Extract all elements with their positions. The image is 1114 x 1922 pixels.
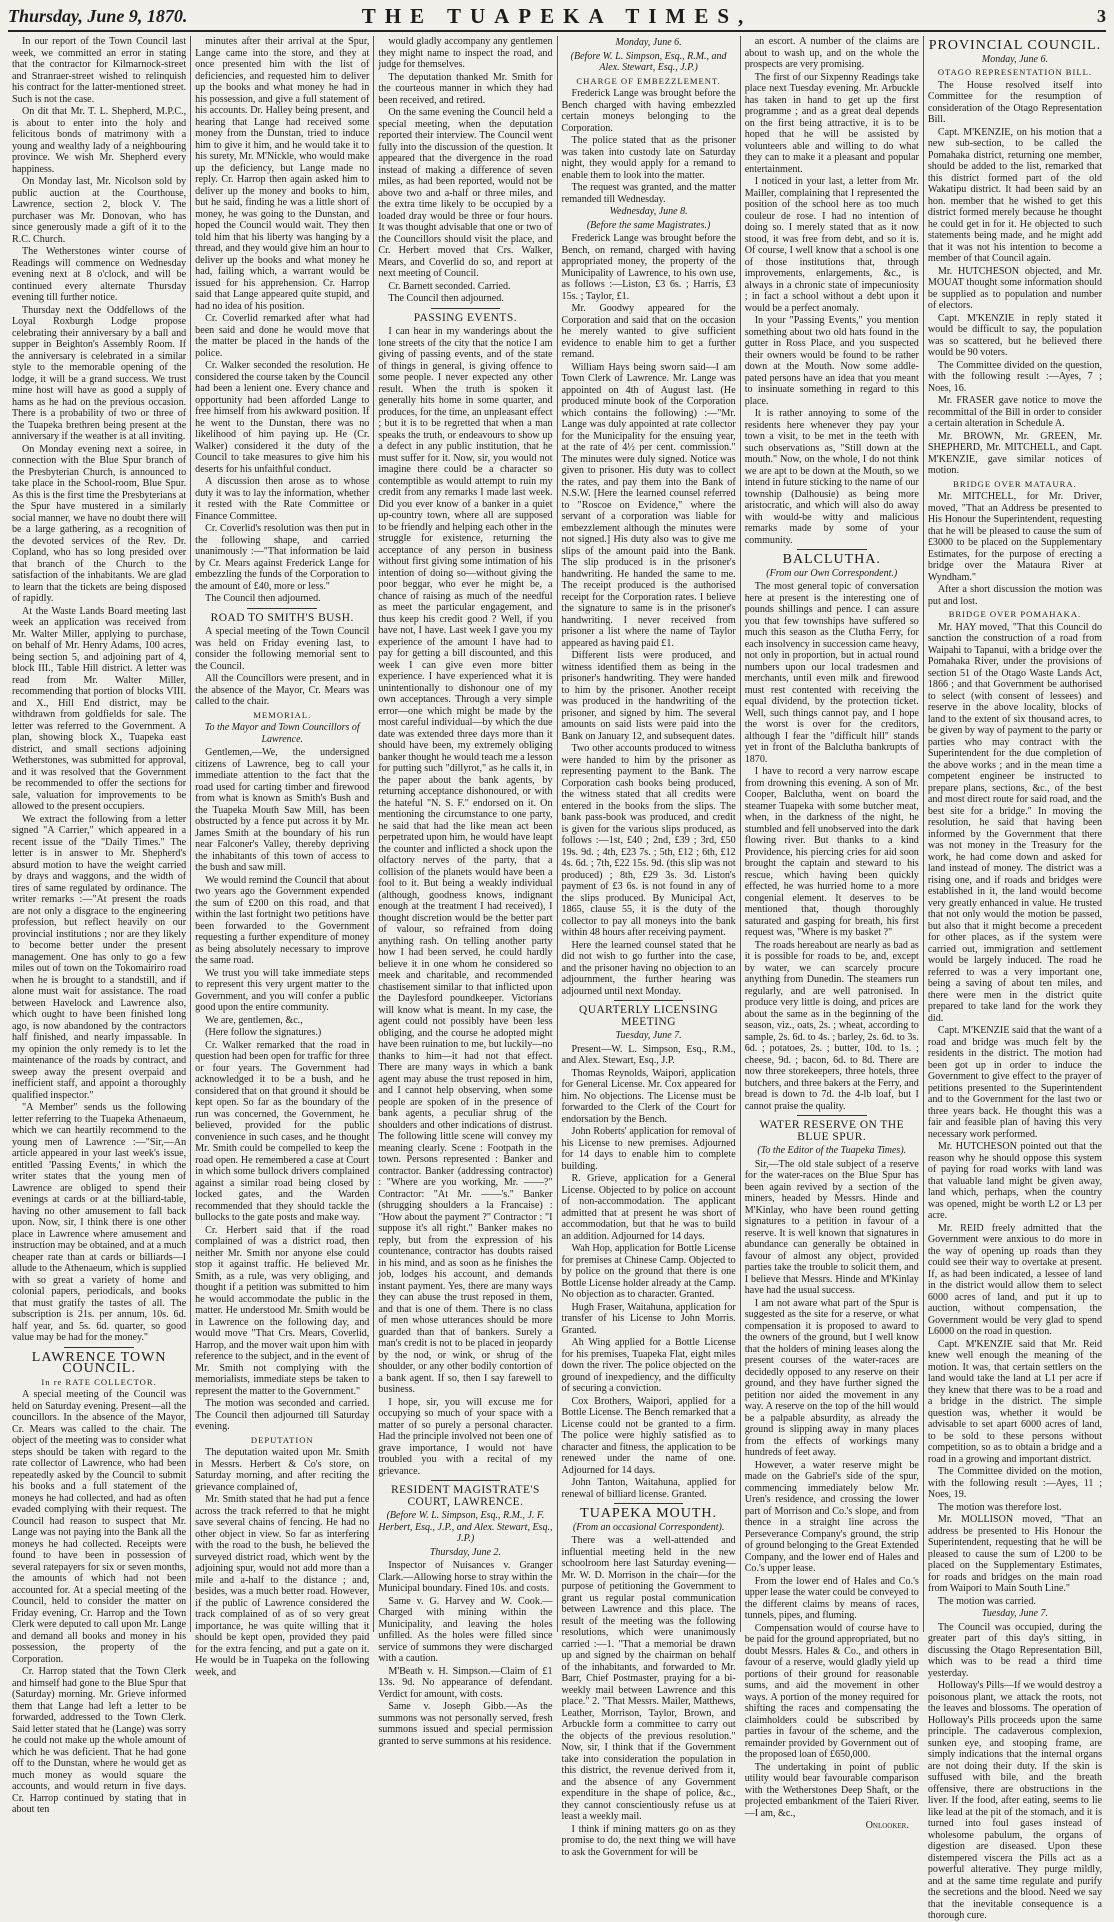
court-paragraph: Two other accounts produced to witness were handed to him by the prisoner as representing payment to the Bank. The Corporation cash books being produced, the witness stated that all credits were entered in the books from the slips. The bank pass-book was produced, and credit is given for the various slips produced, as follows :—1st, £40 ; 2nd, £39 ; 3rd, £50 19s. 9d. ; 4th, £23 7s. ; 5th, £12 ; 6th, £12 4s. 6d. ; 7th, £22 15s. 9d. (this slip was not produced) ; 8th, £29 3s. 3d. Liston's payment of £3 6s. is not found in any of the slips produced. By Municipal Act, 1865, clause 55, it is the duty of the collector to pay all moneys into the bank within 48 hours after receiving payment. <box>561 743 736 938</box>
licensing-item: R. Grieve, application for a General License. Objected to by police on account of non-accommodation. The applicant admitted that at present he was short of accommodation, but that he was to build an addition. Adjourned for 14 days. <box>561 1173 736 1242</box>
divider <box>614 1503 684 1504</box>
letter-paragraph: Compensation would of course have to be paid for the ground appropriated, but no doubt Messrs. Hales & Co., and others in favour of a reserve, would gladly yield up portions of their ground for reasonable sums, and aid the movement in other ways. A portion of the money required for shifting the races and compensating the claimholders could be subscribed by parties in favour of the scheme, and the remainder provided by Government out of the proposed loan of £650,000. <box>744 1622 919 1760</box>
court-bench-monday: (Before W. L. Simpson, Esq., R.M., and Alex. Stewart, Esq., J.P.) <box>570 50 727 73</box>
embezzlement-wednesday <box>562 233 736 997</box>
memorial-paragraph: Cr. Walker remarked that the road in question had been open for traffic for three or four years. The Government had acknowledged it to be a bush, and he considered that on that ground it should be kept open. So far as the boundary of the run was concerned, the Government, he believed, provided for the public convenience in such cases, and he thought Mr. Smith could be compelled to keep the road open. He remembered a case at Court in which some bullock drivers complained against a similar road being closed by locked gates, and the Warden recommended that they should tackle the bullocks to the gate posts and make way. <box>195 1039 370 1223</box>
divider <box>614 1000 684 1001</box>
section-heading-licensing: QUARTERLY LICENSING MEETING <box>579 1004 719 1028</box>
council-paragraph: A special meeting of the Council was held on Saturday evening. Present—all the councillors. In the absence of the Mayor, Cr. Mears was called to the chair. The object of the meeting was to consider what steps should be taken with regard to the rate collector of Lawrence, who had been repeatedly asked by the Council to submit his books and a full statement of the moneys he had collected, and had as often evaded complying with their request. The Council had reason to suspect that Mr. Lange was not paying into the Bank all the moneys he had collected. Receipts were found to have been in possession of several ratepayers for six or seven months, the amounts of which had not been accounted for. At a special meeting of the Council, held to consider the matter on Friday evening, Cr. Harrop and the Town Clerk were deputed to call upon Mr. Lange and demand all books and money in his possession, the property of the Corporation. <box>12 1389 187 1665</box>
council-date-tuesday: Tuesday, June 7. <box>981 1608 1048 1619</box>
licensing-item: Hugh Fraser, Waitahuna, application for transfer of his License to John Morris. Granted. <box>561 1301 736 1336</box>
court-paragraph: Different lists were produced, and witness identified them as being in the prisoner's handwriting. They were handed to him by the prisoner. Another receipt was produced in the handwriting of the prisoner, and signed by him. The several amounts on said lists were paid into the Bank on January 12, and subsequent dates. <box>561 650 736 742</box>
court-case: Inspector of Nuisances v. Granger Clark.—Allowing horse to stray within the Municipal boundary. Fined 10s. and costs. <box>378 1560 553 1594</box>
council-paragraph: Cr. Barnett seconded. Carried. <box>388 280 511 292</box>
mouth-paragraph: It is rather annoying to some of the residents here whenever they pay your town a visit, to be met in the teeth with such observations as, "Still down at the mouth." Now, on the whole, I do not think we are apt to be down at the Mouth, so we intend in future sticking to the name of our township (Dalhousie) as being more aristocratic, and which will also do away with would-be witty and malicious remarks made by some of your community. <box>744 408 919 546</box>
council-paragraph: Cr. Harrop stated that the Town Clerk and himself had gone to the Blue Spur that (Saturday) morning. Mr. Grieve informed them that Lange had left a letter to be forwarded, addressed to the Town Clerk. Said letter stated that he (Lange) was sorry he could not make up the whole amount of which he was deficient. That he had gone off to the Dunstan, where he would get as much money as would square the accounts, and would return in five days. Cr. Harrop continued by stating that in about ten <box>12 1666 187 1815</box>
licensing-date: Tuesday, June 7. <box>615 1030 682 1041</box>
council-paragraph: Capt. M'KENZIE in reply stated it would be difficult to say, the population was so scattered, but he believed there would be 90 voters. <box>927 312 1103 358</box>
memorial-paragraph: We are, gentlemen, &c., <box>205 1014 303 1026</box>
section-heading-tuapeka-mouth: TUAPEKA MOUTH. <box>580 1506 718 1521</box>
council-paragraph: Mr. HUTCHESON pointed out that the reason why he should oppose this system of paying for road works with land was that valuable land might be given away, land which, perhaps, when the country was opened, might be worth L2 or L3 per acre. <box>927 1141 1103 1221</box>
council-paragraph: The House resolved itself into Committee for the resumption of consideration of the Otago Representation Bill. <box>927 79 1103 125</box>
letter-paragraph: However, a water reserve might be made on the Gabriel's side of the spur, commencing immediately below Mr. Uren's residence, and crossing the lower part of Morrison and Co.'s slope, and from thence in a straight line across the Perseverance Company's ground, the strip of ground belonging to the Great Extended Company, and the lower end of Hales and Co.'s upper lease. <box>744 1459 919 1574</box>
town-council-report <box>12 1389 186 1816</box>
column-4 <box>557 36 740 1858</box>
mataura-body <box>928 491 1102 607</box>
court-date-monday: Monday, June 6. <box>615 37 682 48</box>
balclutha-correspondent: (From our Own Correspondent.) <box>766 567 898 579</box>
section-heading-court: RESIDENT MAGISTRATE'S COURT, LAWRENCE. <box>391 1484 540 1508</box>
council-paragraph: minutes after their arrival at the Spur, Lange came into the store, and they at once presented him with the list of deficiencies, and requested him to deliver up the books and what money he had in his possession, and give a full statement of his accounts. Dr. Halley being present, and hearing that Lange had received some money from the Dunstan, tried to induce him to give it him, and he would take it to his surety, Mr. M'Nickle, who would make up the deficiency, but Lange made no reply. Cr. Harrop then again asked him to deliver up the money and books to him, but he said, finding he was a little short of money, he was going to the Dunstan, and hoped the Council would wait. They then told him that his liberty was hanging by a thread, and they would give him an hour to deliver up the books and what money he had, failing which, a warrant would be issued for his apprehension. Cr. Harrop said that Lange appeared quite stupid, and had no idea of his position. <box>195 36 370 312</box>
news-paragraph: The Wetherstones winter course of Readings will commence on Wednesday evening next at 8 o'clock, and will be continued every alternate Thursday evening till further notice. <box>12 246 187 303</box>
issue-date: Thursday, June 9, 1870. <box>8 6 188 26</box>
road-paragraph: A special meeting of the Town Council was held on Friday evening last, to consider the following memorial sent to the Council. <box>195 626 370 672</box>
council-paragraph: The motion was carried. <box>937 1595 1036 1607</box>
pomahaka-body <box>928 622 1102 1608</box>
column-6 <box>923 36 1106 1921</box>
mouth-paragraph: I think if mining matters go on as they promise to do, the next thing we will have to ask the Government for will be <box>561 1823 736 1858</box>
memorial-paragraph: Gentlemen,—We, the undersigned citizens of Lawrence, beg to call your immediate attention to the fact that the road used for carting timber and firewood from what is known as Smith's Bush and the Tuapeka Mouth Saw Mill, has been obstructed by a fence put across it by Mr. James Smith at the boundary of his run near Falconer's Valley, thereby depriving the inhabitants of this town of access to the bush and saw mill. <box>195 747 370 873</box>
subheading-bridge-mataura: BRIDGE OVER MATAURA. <box>953 478 1077 489</box>
road-paragraph: All the Councillors were present, and in the absence of the Mayor, Cr. Mears was called to the chair. <box>195 673 370 707</box>
letter-paragraph: The undertaking in point of public utility would bear favourable comparison with the Wetherstones Deep Shaft, or the projected embankment of the Taieri River.—I am, &c., <box>744 1761 919 1819</box>
mouth-paragraph: The first of our Sixpenny Readings take place next Tuesday evening. Mr. Arbuckle has taken in hand to get up the first programme ; and as a great deal depends on the first being attractive, it is to be hoped that he will be assisted by volunteers able and willing to do what they can to make it a pleasant and popular entertainment. <box>744 71 919 175</box>
divider <box>64 1347 134 1348</box>
licensing-item: Present—W. L. Simpson, Esq., R.M., and Alex. Stewart, Esq., J.P. <box>561 1043 736 1066</box>
council-paragraph: The Committee divided on the motion, with the following result :—Ayes, 11 ; Noes, 19. <box>927 1466 1103 1500</box>
memorial-paragraph: We trust you will take immediate steps to represent this very urgent matter to the Government, and you will confer a public good upon the entire community. <box>195 967 370 1013</box>
balclutha-paragraph: The most general topic of conversation here at present is the interesting one of pounds shillings and pence. I can assure you that few townships have suffered so much this season as the Clutha Ferry, for each insolvency in succession came heavy, not only in proportion, but in actual round numbers upon our local tradesmen and merchants, until even milk and firewood must rest contented with receiving the equal dividend, by the protection ticket. Well, such things cannot pay, and I hope the worst is over for the creditors, although I fear the "difficult hill" stands yet in front of the Balclutha bankrupts of 1870. <box>744 581 919 765</box>
deputation-body <box>195 1447 369 1678</box>
passing-paragraph: I hope, sir, you will excuse me for occupying so much of your space with a matter of so purely a personal character. Had the principle involved not been one of grave importance, I would not have troubled you with a recital of my grievance. <box>378 1396 553 1477</box>
council-paragraph: Mr. MITCHELL, for Mr. Driver, moved, "That an Address be presented to His Honour the Superintendent, requesting that he will be pleased to cause the sum of £3000 to be placed on the Supplementary Estimates, for the purpose of erecting a bridge over the Mataura River at Wyndham." <box>927 491 1103 583</box>
council-paragraph: A discussion then arose as to whose duty it was to lay the information, whether it rested with the Rate Committee or Finance Committee. <box>195 476 370 522</box>
column-1 <box>8 36 190 1815</box>
subheading-representation-bill: OTAGO REPRESENTATION BILL. <box>937 67 1093 77</box>
news-paragraph: Thursday next the Oddfellows of the Loyal Roxburgh Lodge propose celebrating their anniversary by a ball and supper in Beighton's Assembly Room. If the anniversary is celebrated in a similar style to the memorable opening of the lodge, it will be a grand success. We trust mine host will have as good a supply of hams as he had on the previous occasion. There is a probability of two or three of the Tuapeka brethren being present at the anniversary if the weather is at all inviting. <box>12 304 187 442</box>
licensing-item: Wah Hop, application for Bottle License for premises at Chinese Camp. Objected to by police on the ground that there is one Bottle License holder already at the Camp. No objection as to character. Granted. <box>561 1243 736 1300</box>
column-2 <box>190 36 373 1678</box>
divider <box>797 1115 867 1116</box>
divider <box>431 1480 501 1481</box>
council-paragraph: The Council then adjourned. <box>205 593 321 604</box>
licensing-item: Cox Brothers, Waipori, applied for a Bottle License. The Bench remarked that a License could not be granted to a firm. The police were highly satisfied as to character and fitness, the application to be renewed under the name of one. Adjourned for 14 days. <box>561 1395 736 1476</box>
section-heading-town-council: LAWRENCE TOWN COUNCIL. <box>31 1349 167 1376</box>
memorial-paragraph: The motion was seconded and carried. The Council then adjourned till Saturday evening. <box>195 1398 370 1432</box>
council-paragraph: Cr. Coverlid remarked after what had been said and done he would move that the matter be placed in the hands of the police. <box>195 313 370 359</box>
court-paragraph: The police stated that as the prisoner was taken into custody late on Saturday night, they would apply for a remand to enable them to look into the matter. <box>561 135 736 181</box>
mouth-paragraph: In your "Passing Events," you mention something about two old hats found in the gutter in Ross Place, and you suspected their owners would be found to be rather down at the Mouth. Now some addle-pated persons have an idea that you meant to insinuate something in regard to this place. <box>744 315 919 407</box>
council-paragraph: Cr. Walker seconded the resolution. He considered the course taken by the Council had been a lenient one. Every chance and opportunity had been afforded Lange to free himself from his awkward position. If he went to the Dunstan, there was no likelihood of him paying up. He (Cr. Walker) considered it the duty of the Council to take measures to give him his deserts for his unfaithful conduct. <box>195 360 370 475</box>
section-heading-passing-events: PASSING EVENTS. <box>413 311 518 324</box>
water-letter-body <box>745 1159 919 1820</box>
court-paragraph: Frederick Lange was brought before the Bench charged with having embezzled certain moneys belonging to the Corporation. <box>561 88 736 134</box>
mouth-body <box>562 1535 736 1858</box>
council-paragraph: Holloway's Pills—If we would destroy a poisonous plant, we attack the roots, not the leaves and blossoms. The operation of Holloway's Pills proceeds upon the same principle. The cadaverous complexion, sunken eye, and stooping frame, are simply indications that the internal organs are not doing their duty. If the skin is suffused with bile, and the breath offensive, there are obstructions in the liver. If the food, after eating, seems to lie like lead at the pit of the stomach, and it is turned into foul gases instead of wholesome pabulum, the organs of digestion are diseased. Upon these distempered viscera the Pills act as a powerful alterative. They purge mildly, and at the same time regulate and purify the secretions and the blood. Need we say that the inevitable consequence is a thorough cure. <box>927 1680 1103 1921</box>
court-case: Same v. G. Harvey and W. Cook.—Charged with mining within the Municipality, and leaving the holes unfilled. As the holes were filled since service of summons they were discharged with a caution. <box>378 1595 553 1664</box>
council-paragraph: Mr. MOLLISON moved, "That an address be presented to His Honour the Superintendent, requesting that he will be pleased to cause the sum of L200 to be placed on the Supplementary Estimates, for roads and bridges on the main road from Waipori to Main South Line." <box>927 1514 1103 1594</box>
council-paragraph: Mr. BROWN, Mr. GREEN, Mr. SHEPHERD, Mr. MITCHELL, and Capt. M'KENZIE, gave similar notices of motion. <box>927 430 1103 476</box>
road-intro <box>195 626 369 708</box>
court-date-wednesday: Wednesday, June 8. <box>609 206 688 217</box>
court-bench: (Before W. L. Simpson, Esq., R.M., J. F. Herbert, Esq., J.P., and Alex. Stewart, Esq., J.P.) <box>378 1510 553 1544</box>
licensing-item: John Tanton, Waitahuna, applied for renewal of billiard license. Granted. <box>561 1477 736 1500</box>
divider <box>247 608 317 609</box>
letter-paragraph: I am not aware what part of the Spur is suggested as the site for a reserve, or what compensation it is proposed to award to the owners of the ground, but I well know that the holders of mining leases along the present courses of the water-races are decidedly opposed to any reserve on their ground, and they have further signed the petition nor aided the movement in any way. A reserve on the top of the hill would be a palpable absurdity, as already the ground is slipping away in many places from the effects of workings many hundreds of feet away. <box>744 1297 919 1458</box>
embezzlement-monday <box>562 88 736 205</box>
council-paragraph: would gladly accompany any gentlemen they might name to inspect the road, and judge for themselves. <box>378 36 553 70</box>
balclutha-paragraph: The roads hereabout are nearly as bad as it is possible for roads to be, and, except by water, we can scarcely procure anything from Dunedin. The steamers run regularly, and are well patronised. In produce very little is doing, and prices are about the same as in the beginning of the season, viz., oats, 2s. ; wheat, according to sample, 2s. 6d. to 4s. ; barley, 2s. 6d. to 3s. 6d. ; potatoes, 2s. ; butter, 10d. to 1s. ; cheese, 9d. ; bacon, 6d. to 8d. There are now three storekeepers, three hotels, three butchers, and three bakers at the Ferry, and bread is down to 7d. the 4-lb loaf, but I cannot praise the quality. <box>744 939 919 1112</box>
section-heading-provincial: PROVINCIAL COUNCIL. <box>928 38 1102 53</box>
council-paragraph: The Committee divided on the question, with the following result :—Ayes, 7 ; Noes, 16. <box>927 359 1103 394</box>
news-paragraph: On dit that Mr. T. L. Shepherd, M.P.C., is about to enter into the holy and felicitous bonds of matrimony with a young and wealthy lady of a neighbouring province. We wish Mr. Shepherd every happiness. <box>12 106 187 175</box>
court-case: Same v. Joseph Gibb.—As the summons was not personally served, fresh summons issued and special permission granted to serve summons at his residence. <box>378 1701 553 1747</box>
council-paragraph: The deputation thanked Mr. Smith for the courteous manner in which they had been received, and retired. <box>378 71 553 106</box>
passing-paragraph: I can hear in my wanderings about the lone streets of the city that the notice I am giving of passing events, and of the state of things in general, is giving offence to some people. I never expected any other result. When the truth is spoken it generally hits home in some quarter, and produces, for the time, an unpleasant effect ; but it is to be regretted that when a man speaks the truth, or endeavours to show up a defect in any public institution, that he must suffer for it. Now, sir, you would not imagine there could be a character so contemptible as would attempt to ruin my credit from any remarks I made last week. Did you ever know of a banker in a quiet up-country town, where all are supposed to be friendly and helping each other in the struggle for existence, returning the acceptance of any person in business without first giving some intimation of his intention of doing so—without giving the poor beggar, who ever he might be, a chance of raising as much of the needful as meet the particular engagement, and thus keep his credit good ? Well, if you have not, I have. Last week I gave you my experience of the amount I have had to pay for getting a bill discounted, and this week I can give even more bitter experience. I have experienced what it is unintentionally to dishonour one of my own acceptances. Through a very simple error—one which might be made by the most careful individual—by which the due date was extended three days more than it should have been, my extremely obliging banker thought he would teach me a lesson for putting such "dillyrot," as he calls it, in the paper about the bank agents, by returning acceptance dishonoured, or with the hateful "N. S. F." endorsed on it. On mentioning the circumstance to one party, he said that had the like mean act been perpetrated upon him, he would have leapt the counter and inflicted a shock upon the olfactory nerves of the party, that a collision of the planets would have been a fool to it. But being a weakly individual (although, goodness knows, indignant enough at the treatment I had received), I thought discretion would be the better part of valour, so refrained from doing anything rash. On telling another party how I had been served, he could hardly believe it in one whom he considered so meek and charitable, and recommended chastisement similar to that inflicted upon the Daylesford poundkeeper. Victorians will know what is meant. In my case, the agent could not possibly have been less obliging, and the course he adopted might have been ruination to me, but luckily—no thanks to him—it had not that effect. There are many ways in which a bank agent may abuse the trust reposed in him, and I cannot help observing, when some people are spoken of in the presence of bank agents, a peculiar shrug of the shoulders and other indications of distrust. The following little scene will convey my meaning clearly. Scene : Footpath in the town. Persons represented : Banker and contractor. Banker (addressing contractor) : "Where are you working, Mr. ——?" Contractor: "At Mr. ——'s." Banker (shrugging shoulders a la Francaise) : "How about the payment ?" Contractor : "I suppose it's all right." Banker makes no reply, but from the expression of his countenance, contractor has doubts raised in his mind, and as soon as he finishes the job, lodges his account, and demands instant payment. Yes, there are many ways they can abuse the trust reposed in them, and that is one of them. There is no class of men whose utterances should be more guarded than that of bankers. Surely a man's credit is not to be placed in jeopardy by the nod, or wink, or shrug of the shoulder, or any other bodily contortion of a bank agent. If so, then I say farewell to business. <box>378 326 553 1395</box>
court-paragraph: The request was granted, and the matter remanded till Wednesday. <box>561 182 736 205</box>
council-date-monday: Monday, June 6. <box>981 53 1048 65</box>
court-date: Thursday, June 2. <box>429 1546 501 1558</box>
section-heading-road: ROAD TO SMITH'S BUSH. <box>210 611 354 624</box>
council-paragraph: Mr. FRASER gave notice to move the recommittal of the Bill in order to consider a certain alteration in Schedule A. <box>927 395 1103 429</box>
court-bench-wednesday: (Before the same Magistrates.) <box>586 219 711 231</box>
section-heading-water-reserve: WATER RESERVE ON THE BLUE SPUR. <box>759 1119 905 1143</box>
news-paragraph: In our report of the Town Council last week, we committed an error in stating that the contractor for Kilmarnock-street and Stranraer-street wished to relinquish his contract for the latter-mentioned street. Such is not the case. <box>12 36 187 105</box>
news-paragraph: At the Waste Lands Board meeting last week an application was received from Mr. Walter Miller, applying to purchase, on behalf of Mr. Henry Adams, 100 acres, being section 5, and adjoining part of 4, block III., Table Hill district. A letter was read from Mr. Walter Miller, recommending that portion of blocks VIII. and X., Hill End district, may be withdrawn from goldfields for sale. The letter was referred to the Government. A plan, showing block X., Tuapeka east district, and small sections adjoining Wetherstones, was submitted for approval, and it was resolved that the Government be recommended to offer the sections for sale, valuation for improvements to be allowed to the present occupiers. <box>12 605 187 812</box>
court-cases <box>378 1560 552 1747</box>
newspaper-title: THE TUAPEKA TIMES, <box>361 4 753 28</box>
letter-paragraph: From the lower end of Hales and Co.'s upper lease the water could be conveyed to the different claims by means of races, tunnels, pipes, and fluming. <box>744 1575 919 1621</box>
council-paragraph: Cr. Coverlid's resolution was then put in the following shape, and carried unanimously :—"That information be laid by Cr. Mears against Frederick Lange for embezzling the funds of the Corporation to the amount of £40, more or less." <box>195 523 370 592</box>
town-council-continued <box>195 36 369 605</box>
column-5 <box>740 36 923 1831</box>
licensing-item: Thomas Reynolds, Waipori, application for General License. Mr. Cox appeared for him. No objections. The License must be forwarded to the Clerk of the Court for endorsation by the Bench. <box>561 1067 736 1125</box>
council-paragraph: Capt. M'KENZIE said that the want of a road and bridge was much felt by the residents in the district. The motion had been got up in order to induce the Government to give effect to the prayer of petitions presented to the Superintendent and to the Government for the last two or three years back. He thought this was a fair and feasible plan of having this very necessary work performed. <box>927 1025 1103 1140</box>
passing-events-body <box>378 326 552 1477</box>
divider <box>431 308 501 309</box>
deputation-paragraph: Mr. Smith stated that he had put a fence across the track referred to that he might save several chains of fencing. He had no other object in view. So far as interfering with the road to the bush, he believed the surveyed district road, which went by the adjoining spur, would not add more than a mile and a-half to the distance ; and, besides, was a much better road. However, if the public of Lawrence considered the track complained of as of so very great importance, he was quite willing that it should be kept open, provided they paid for the extra fencing, and put a gate on it. He would be in Tuapeka on the following week, and <box>195 1494 370 1678</box>
news-paragraph: On Monday evening next a soiree, in connection with the Blue Spur branch of the Presbyterian Church, is announced to take place in the School-room, Blue Spur. As this is the first time the Presbyterians at the Spur have mustered in a similarly social manner, we have no doubt there will be a large gathering, as a recognition of the devoted services of the Rev. Dr. Copland, who has so long presided over that branch of the Church to the satisfaction of the inhabitants. We are glad to learn that the tickets are being disposed of rapidly. <box>12 443 187 604</box>
divider <box>797 549 867 550</box>
mouth-correspondent: (From an occasional Correspondent). <box>572 1521 725 1533</box>
council-paragraph: Mr. HUTCHESON objected, and Mr. MOUAT thought some information should be supplied as to population and number of electors. <box>927 265 1103 311</box>
columns <box>8 36 1106 1921</box>
local-news <box>12 36 186 1344</box>
tuesday-body <box>928 1622 1102 1922</box>
letter-signature: Onlooker. <box>865 1820 909 1831</box>
subheading-bridge-pomahaka: BRIDGE OVER POMAHAKA. <box>948 609 1082 619</box>
subheading-memorial: MEMORIAL. <box>253 709 312 720</box>
balclutha-paragraph: I have to record a very narrow escape from drowning this evening. A son of Mr. Cooper, Balclutha, went on board the steamer Tuapeka with some butcher meat, when, in the darkness of the night, he stumbled and fell unobserved into the dark flowing river. But thanks to a kind Providence, his piercing cries for aid soon brought the captain and steward to his rescue, which having been quickly effected, he was hurried home to a more congenial element. It deserves to be mentioned that, though thoroughly saturated and gasping for breath, his first request was, "Where is my basket ?" <box>744 766 919 938</box>
licensing-item: Ah Wing applied for a Bottle License for his premises, Tuapeka Flat, eight miles down the river. The police objected on the ground of inexpediency, and the difficulty of securing a conviction. <box>561 1337 736 1394</box>
road-continued <box>378 36 552 305</box>
section-heading-balclutha: BALCLUTHA. <box>782 552 881 567</box>
mouth-continued <box>745 36 919 546</box>
council-paragraph: The Council was occupied, during the greater part of this day's sitting, in discussing the Otago Representation Bill, which was to be read a third time yesterday. <box>927 1621 1103 1679</box>
court-paragraph: Here the learned counsel stated that he did not wish to go further into the case, and the prisoner having no objection to an adjournment, the further hearing was adjourned until next Monday. <box>561 939 736 997</box>
council-paragraph: Mr. REID freely admitted that the Government were anxious to do more in the way of opening up roads than they could see their way to overtake at present. If, as had been indicated, a lessee of land in the district would allow them to select 6000 acres of land, and put it up to auction, without compensation, the Government would be very glad to spend L6000 on the road in question. <box>927 1222 1103 1337</box>
balclutha-body <box>745 581 919 1112</box>
council-paragraph: Mr. HAY moved, "That this Council do sanction the construction of a road from Waipahi to Tapanui, with a bridge over the Pomahaka River, under the provisions of section 51 of the Otago Waste Lands Act, 1866 ; and that Government be authorised to select (with consent of lessees) and reserve in the above locality, blocks of land to the extent of six thousand acres, to be given by way of payment to the party or parties who may contract with the Superintendent for the due completion of the above works ; and in the mean time a competent engineer be instructed to prepare plans, sections, &c., of the best and most direct route for said road, and the best site for a bridge." In moving the resolution, he said that having been informed by the Government that there was not money in the Treasury for the work, he had come down and asked for land instead of money. The district was a rising one, and if roads and bridges were established in it, the land would become very greatly enhanced in value. He trusted that not only would the motion be passed, but also that it might become a precedent for other places, as if the system were carried out, immigration and settlement would be largely induced. The road he referred to was a very important one, being a saving of about ten miles, and there were men in the district quite prepared to take land for the work they did. <box>927 621 1103 1024</box>
mouth-paragraph: There was a well-attended and influential meeting held in the new schoolroom here last Saturday evening—Mr. W. D. Morrison in the chair—for the purpose of petitioning the Government to grant us regular postal communication between Lawrence and this place. The result of the meeting was the following resolutions, which were unanimously carried :—1. "That a memorial be drawn up and signed by the chairman on behalf of the inhabitants, and forwarded to Mr. Barr, Chief Postmaster, praying for a bi-weekly mail between Lawrence and this place." 2. "That Messrs. Mailer, Matthews, Leather, Morrison, Taylor, Brown, and Arbuckle form a committee to carry out the objects of the previous resolution." Now, sir, I think that if the Government take into consideration the population in this district, the revenue derived from it, and the absence of any Government expenditure in the shape of police, &c., they cannot conscientiously refuse us at least a weekly mail. <box>561 1535 736 1822</box>
mouth-paragraph: an escort. A number of the claims are about to wash up, and on the whole the prospects are very promising. <box>744 36 919 70</box>
licensing-body <box>562 1044 736 1501</box>
licensing-item: John Roberts' application for removal of his License to new premises. Adjourned for 14 days to enable him to complete building. <box>561 1126 736 1172</box>
news-paragraph: We extract the following from a letter signed "A Carrier," which appeared in a recent issue of the "Daily Times." The letter is in answer to Mr. Shepherd's absurd motion to have the weight carried by drays and waggons, and the width of tires of same regulated by ordinance. The writer remarks :—"At present the roads are not only a disgrace to the engineering profession, but reflect heavily on our provincial institutions ; nor are they likely to become better under the present management. One has only to go a few miles out of town on the Tokomairiro road when he is brought to a standstill, and if alone must wait for assistance. The road between Havelock and Lawrence also, which ought to have been finished long ago, is now abandoned by the contractors half finished, and nearly impassable. In my opinion the only remedy is to let the maintenance of the roads by contract, and sweep away the present overpaid and inefficient staff, and appoint a thoroughly qualified inspector." <box>12 813 187 1101</box>
council-paragraph: The Council then adjourned. <box>388 293 504 304</box>
subheading-rate-collector: In re RATE COLLECTOR. <box>41 1376 157 1387</box>
letter-paragraph: Sir,—The old stale subject of a reserve for the water-races on the Blue Spur has been again revived by a section of the miners, headed by Messrs. Hinde and M'Kinlay, who have been round getting signatures to a petition in favour of a reserve. It is well known that signatures in abundance can generally be obtained in favour of almost any object, provided parties take the trouble to solicit them, and I believe that Messrs. Hinde and M'Kinlay have had the usual success. <box>744 1158 919 1296</box>
page-number: 3 <box>1097 6 1106 26</box>
council-paragraph: The motion was therefore lost. <box>937 1501 1062 1513</box>
deputation-paragraph: The deputation waited upon Mr. Smith in Messrs. Herbert & Co's store, on Saturday morning, and after reciting the grievance complained of, <box>195 1447 370 1493</box>
news-paragraph: "A Member" sends us the following letter referring to the Tuapeka Athenaeum, which we can heartily recommend to the young men of Lawrence :—"Sir,—An article appeared in your last week's issue, entitled 'Passing Events,' in which the writer states that the young men of Lawrence are obliged to spend their evenings at cards or at the billiard-table, having no other amusement to fall back upon. Now, sir, I think there is one other place in Lawrence where amusement and instruction may be obtained, and at a much cheaper rate than at cards or billiards—I allude to the Athenaeum, which is supplied with so great a variety of home and colonial papers, periodicals, and books that must gratify the tastes of all. The subscription is 21s. per annum, 10s. 6d. half year, and 5s. 6d. quarter, so good value may be had for the money." <box>12 1102 187 1343</box>
council-paragraph: On the same evening the Council held a special meeting, when the deputation reported their interview. The Council went fully into the discussion of the question. It appeared that the divergence in the road instead of making a difference of seven miles, as had been reported, would not be above two and a-half or three miles, and the extra time likely to be occupied by a loaded dray would be three or four hours. It was thought advisable that one or two of the Councillors should visit the place, and Cr. Herbert moved that Crs. Walker, Mears, and Coverlid do so, and report at next meeting of Council. <box>378 107 553 279</box>
council-paragraph: Capt. M'KENZIE said that Mr. Reid knew well enough the meaning of the motion. It was, that certain settlers on the land would take the land at L1 per acre if they knew that there was to be a road and a bridge in the district. The simple question was, whether it would be advisable to set apart 6000 acres of land, to be sold to these persons without competition, so as to obtain a bridge and a road in a growing and important district. <box>927 1338 1103 1465</box>
news-paragraph: On Monday last, Mr. Nicolson sold by public auction at the Courthouse, Lawrence, section 2, block V. The purchaser was Mr. Donovan, who has since generously made a gift of it to the R.C. Church. <box>12 176 187 245</box>
subheading-embezzlement: CHARGE OF EMBEZZLEMENT. <box>576 75 721 86</box>
memorial-addressee: To the Mayor and Town Councillors of Lawrence. <box>204 722 360 745</box>
court-paragraph: Frederick Lange was brought before the Bench, on remand, charged with having appropriated money, the property of the Municipality of Lawrence, to his own use, as follows :—Liston, £3 6s. ; Harris, £3 15s. ; Taylor, £1. <box>561 233 736 302</box>
representation-bill-body <box>928 80 1102 477</box>
council-paragraph: After a short discussion the motion was put and lost. <box>927 584 1103 607</box>
council-paragraph: Capt. M'KENZIE, on his motion that a new sub-section, to be called the Pomahaka district, returning one member, should be added to the list, remarked that this district formed part of the old Wakatipu district. It had been said by an hon. member that he wished to get this district formed merely because he thought he could get in for it. He objected to such statements being made, and he might add that it was not his intention to become a member of that Council again. <box>927 126 1103 264</box>
memorial-paragraph: We would remind the Council that about two years ago the Government expended the sum of £200 on this road, and that within the last fortnight two petitions have been forwarded to the Government requesting a further expenditure of money as being absolutely necessary to improve the same road. <box>195 874 370 966</box>
subheading-deputation: DEPUTATION <box>250 1434 314 1445</box>
court-paragraph: Mr. Goodwy appeared for the Corporation and said that on the occasion he merely wanted to give sufficient evidence to enable him to get a further remand. <box>561 303 736 360</box>
column-3 <box>373 36 556 1747</box>
memorial-paragraph: (Here follow the signatures.) <box>205 1027 322 1038</box>
memorial-body <box>195 747 369 1433</box>
mouth-paragraph: I noticed in your last, a letter from Mr. Mailler, complaining that I represented the position of the school here as too much couleur de rose. I had no intention of doing so. I merely stated that as it now stood, it was free from debt, and so it is. Of course, I well know that a school is one of those institutions that, through improvements, enlargements, &c., is always in a chronic state of impecuniosity ; in fact a school without a debt upon it would be a perfect anomaly. <box>744 176 919 314</box>
water-letter-address: (To the Editor of the Tuapeka Times). <box>757 1145 907 1156</box>
masthead <box>8 4 1106 32</box>
court-paragraph: William Hays being sworn said—I am Town Clerk of Lawrence. Mr. Lange was appointed on 4th of August last. (He produced minute book of the Corporation which contains the following) :—"Mr. Lange was duly appointed at rate collector for the Municipality for the ensuing year, at the rate of 4½ per cent. commission." The minutes were duly signed. Notice was given to prisoner. His duty was to collect the rates, and pay them into the Bank of N.S.W. [Here the learned counsel referred to "Roscoe on Evidence," where the servant of a corporation was liable for embezzlement although the minutes were not signed.] His duty also was to give me slips of the amount paid into the Bank. The slip produced is in the prisoner's handwriting. He handed the same to me. The receipt produced is the authorised receipt for the Corporation rates. I believe the signature to same is in the prisoner's handwriting. I never received from prisoner a list where the name of Taylor appeared as having paid £1. <box>561 361 736 649</box>
memorial-paragraph: Cr. Herbert said that if the road complained of was a district road, then neither Mr. Smith nor anyone else could stop it against traffic. He believed Mr. Smith, as a rule, was very obliging, and thought if a petition was submitted to him he would accommodate the public in the matter. He understood Mr. Smith would be in Lawrence on the following day, and would move "That Crs. Mears, Coverlid, Harrop, and the mover wait upon him with reference to the subject, and in the event of Mr. Smith not complying with the memorialists, immediate steps be taken to represent the matter to the Government." <box>195 1224 370 1397</box>
court-case: M'Beath v. H. Simpson.—Claim of £1 13s. 9d. No appearance of defendant. Verdict for amount, with costs. <box>378 1665 553 1700</box>
